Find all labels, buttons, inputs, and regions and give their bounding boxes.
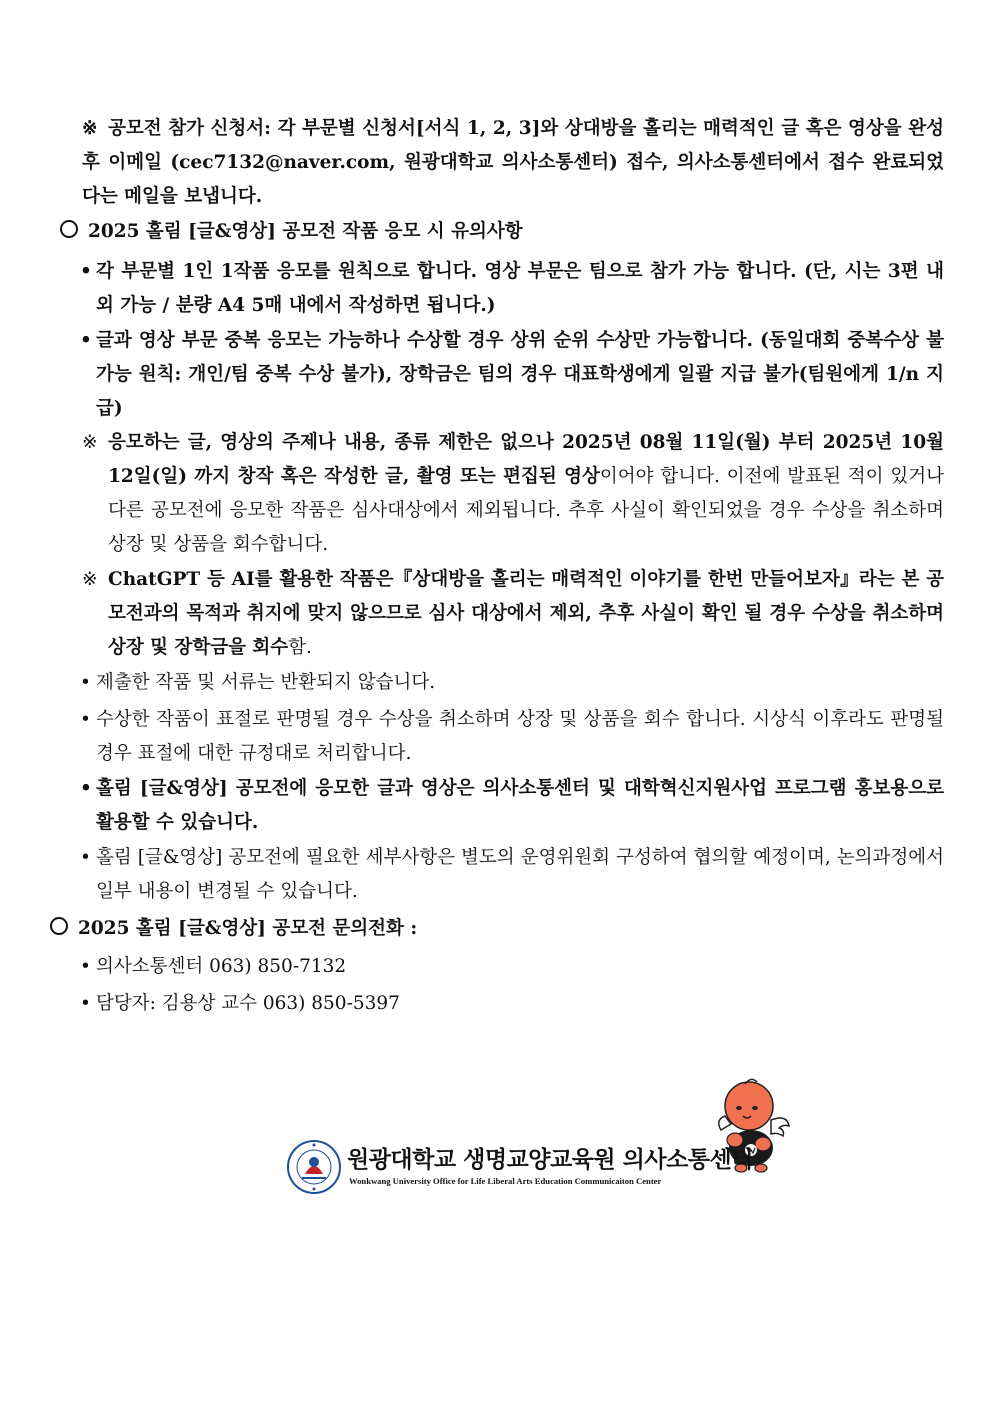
precaution-item-1: • 각 부문별 1인 1작품 응모를 원칙으로 합니다. 영상 부문은 팀으로 참가 가능 합니다. (단, 시는 3편 내외 가능 / 분량 A4 5매 내에서 작성하면 됩니다.) bbox=[80, 255, 944, 323]
bullet-icon: • bbox=[80, 330, 92, 351]
bullet-icon: • bbox=[80, 847, 91, 868]
note-mark: ※ bbox=[82, 432, 98, 453]
bullet-icon: • bbox=[80, 672, 91, 693]
circle-bullet-icon bbox=[60, 220, 78, 238]
precaution-item-3: • 제출한 작품 및 서류는 반환되지 않습니다. bbox=[80, 666, 944, 700]
precaution-note-2: ※ ChatGPT 등 AI를 활용한 작품은『상대방을 홀리는 매력적인 이야기를 한번 만들어보자』라는 본 공모전과의 목적과 취지에 맞지 않으므로 심사 대상에서 제외, 추후 사실이 확인 될 경우 수상을 취소하며 상장 및 장학금을 회수함. bbox=[82, 563, 944, 665]
application-note-text: 공모전 참가 신청서: 각 부문별 신청서[서식 1, 2, 3]와 상대방을 홀리는 매력적인 글 혹은 영상을 완성 후 이메일 (cec7132@naver.com, 원광대학교 의사소통센터) 접수, 의사소통센터에서 접수 완료되었다는 메일을 보냅니다. bbox=[82, 118, 944, 207]
application-note bbox=[82, 112, 944, 214]
precaution-note-1: ※ 응모하는 글, 영상의 주제나 내용, 종류 제한은 없으나 2025년 08월 11일(월) 부터 2025년 10월 12일(일) 까지 창작 혹은 작성한 글, 촬영 또는 편집된 영상이어야 합니다. 이전에 발표된 적이 있거나 다른 공모전에 응모한 작품은 심사대상에서 제외됩니다. 추후 사실이 확인되었을 경우 수상을 취소하며 상장 및 상품을 회수합니다. bbox=[82, 426, 944, 562]
precaution-item-5: • 홀림 [글&영상] 공모전에 응모한 글과 영상은 의사소통센터 및 대학혁신지원사업 프로그램 홍보용으로 활용할 수 있습니다. bbox=[80, 772, 944, 840]
precaution-item-2: • 글과 영상 부문 중복 응모는 가능하나 수상할 경우 상위 순위 수상만 가능합니다. (동일대회 중복수상 불가능 원칙: 개인/팀 중복 수상 불가), 장학금은 팀의 경우 대표학생에게 일괄 지급 불가(팀원에게 1/n 지급) bbox=[80, 324, 944, 426]
contact-item-2: • 담당자: 김용상 교수 063) 850-5397 bbox=[80, 987, 944, 1021]
note-mark: ※ bbox=[82, 118, 98, 139]
circle-bullet-icon bbox=[50, 917, 68, 935]
footer-subtitle: Wonkwang University Office for Life Liberal Arts Education Communicaiton Center bbox=[349, 1176, 662, 1186]
bullet-icon: • bbox=[80, 261, 92, 282]
contact-item-1: • 의사소통센터 063) 850-7132 bbox=[80, 950, 944, 984]
bullet-icon: • bbox=[80, 993, 91, 1014]
bullet-icon: • bbox=[80, 778, 92, 799]
note-mark: ※ bbox=[82, 569, 98, 590]
bullet-icon: • bbox=[80, 956, 91, 977]
precaution-item-4: • 수상한 작품이 표절로 판명될 경우 수상을 취소하며 상장 및 상품을 회수 합니다. 시상식 이후라도 판명될 경우 표절에 대한 규정대로 처리합니다. bbox=[80, 703, 944, 771]
footer-title: 원광대학교 생명교양교육원 의사소통센터 bbox=[347, 1147, 753, 1173]
footer-logo bbox=[287, 1140, 753, 1196]
university-seal-icon bbox=[287, 1140, 341, 1194]
precautions-title: 2025 홀림 [글&영상] 공모전 작품 응모 시 유의사항 bbox=[60, 215, 940, 249]
contact-title: 2025 홀림 [글&영상] 공모전 문의전화 : bbox=[50, 912, 930, 946]
precaution-item-6: • 홀림 [글&영상] 공모전에 필요한 세부사항은 별도의 운영위원회 구성하여 협의할 예정이며, 논의과정에서 일부 내용이 변경될 수 있습니다. bbox=[80, 841, 944, 909]
bullet-icon: • bbox=[80, 709, 91, 730]
